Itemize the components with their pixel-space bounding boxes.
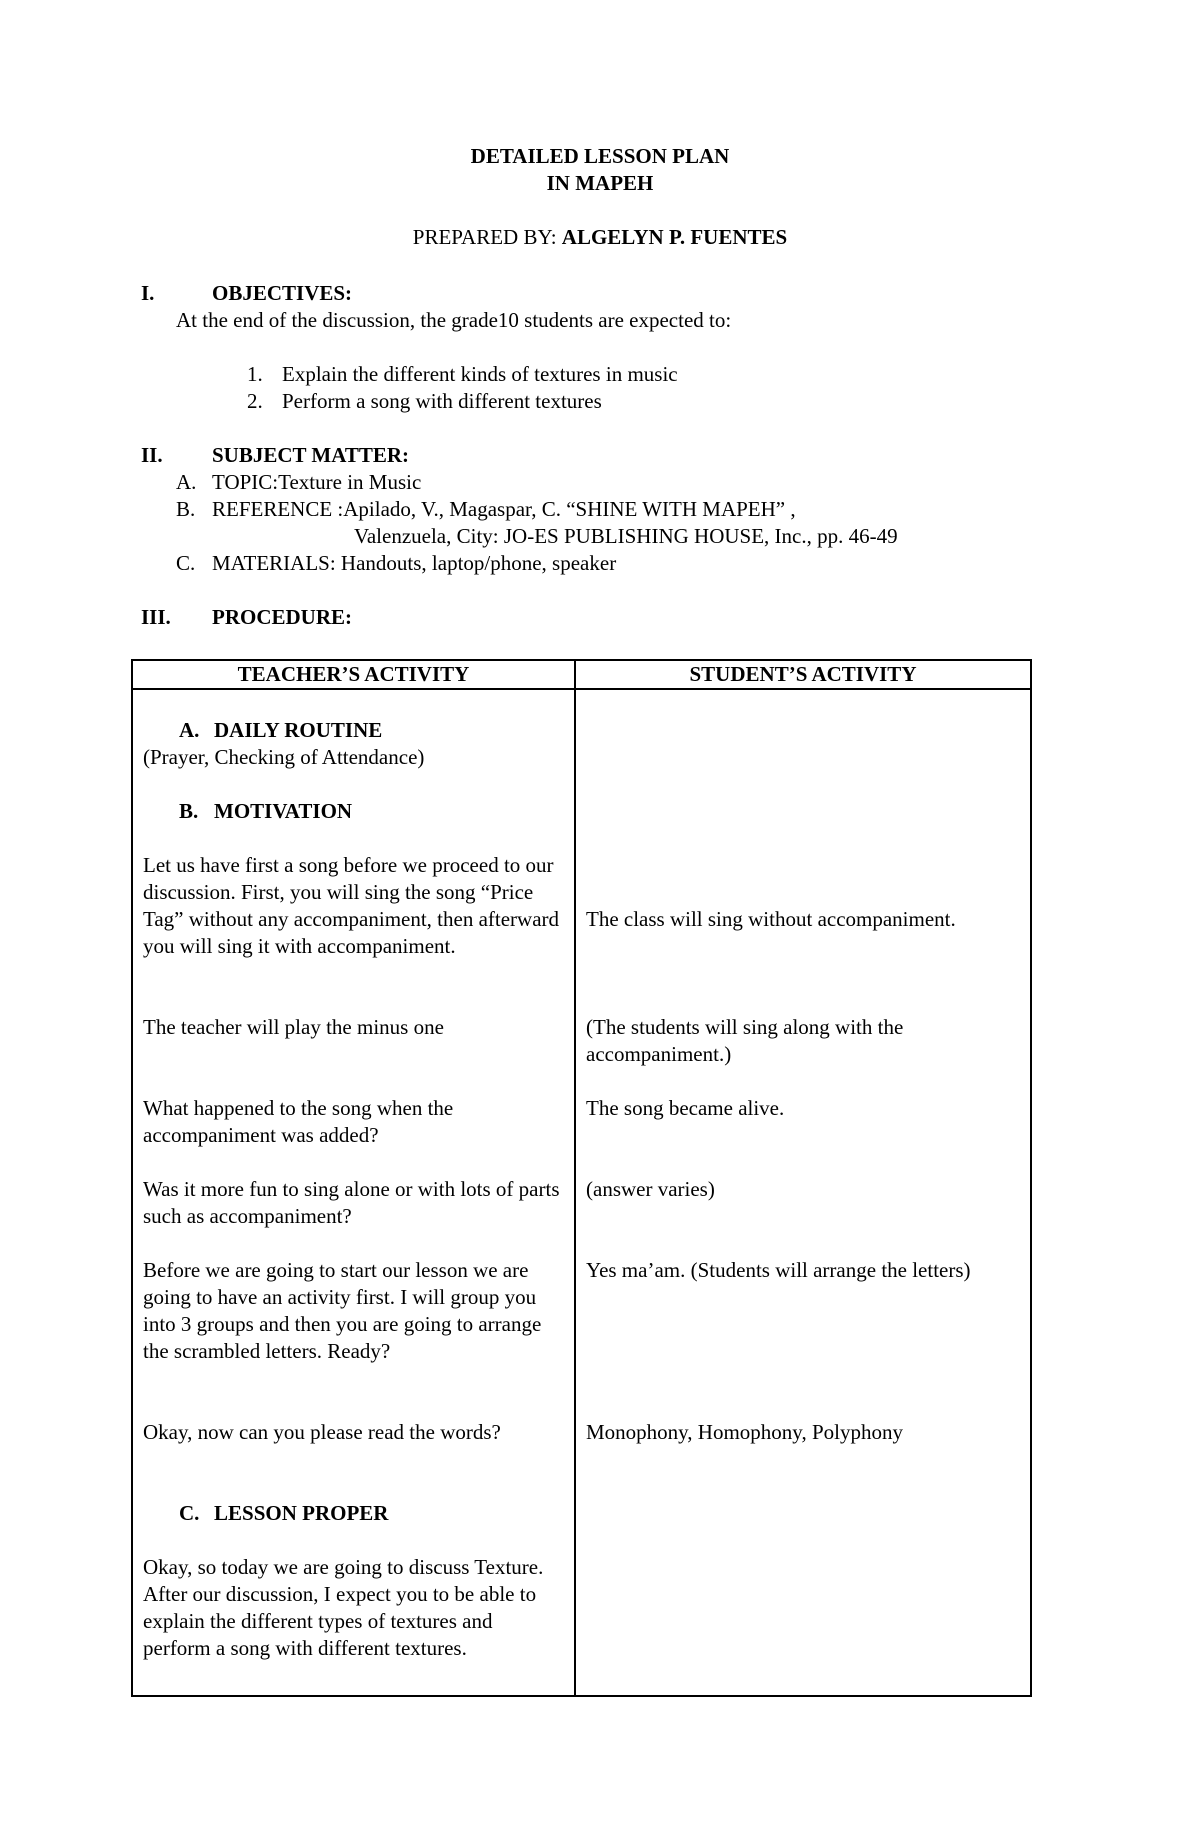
procedure-numeral: III. — [141, 605, 171, 629]
teacher-activity-header: TEACHER’S ACTIVITY — [132, 660, 575, 689]
daily-routine-heading: DAILY ROUTINE — [214, 718, 383, 742]
student-sing-along: (The students will sing along with the accompaniment.) — [586, 1015, 904, 1066]
motivation-letter: B. — [179, 799, 199, 823]
lesson-proper-letter: C. — [179, 1501, 200, 1525]
question-more-fun: Was it more fun to sing alone or with lots of parts such as accompaniment? — [143, 1177, 560, 1228]
objectives-numeral: I. — [141, 281, 155, 305]
subject-item-letter: B. — [176, 497, 196, 521]
prepared-by-name: ALGELYN P. FUENTES — [561, 225, 788, 249]
student-sing-without: The class will sing without accompaniment. — [586, 907, 956, 931]
subject-item-letter: C. — [176, 551, 196, 575]
minus-one-text: The teacher will play the minus one — [143, 1015, 444, 1039]
subject-reference-continued: Valenzuela, City: JO-ES PUBLISHING HOUSE, Inc., pp. 46-49 — [354, 524, 898, 548]
objective-number: 1. — [247, 362, 263, 386]
student-yes-maam: Yes ma’am. (Students will arrange the letters) — [586, 1258, 971, 1282]
daily-routine-note: (Prayer, Checking of Attendance) — [143, 745, 425, 769]
subject-reference: REFERENCE :Apilado, V., Magaspar, C. “SHINE WITH MAPEH” , — [212, 497, 796, 521]
motivation-text: Let us have first a song before we proceed to our discussion. First, you will sing the song “Price Tag” without any accompaniment, then afterward you will sing it with accompaniment. — [143, 853, 560, 958]
procedure-table — [131, 659, 1032, 1697]
student-activity-cell — [575, 689, 1031, 1696]
student-became-alive: The song became alive. — [586, 1096, 785, 1120]
teacher-activity-cell — [132, 689, 575, 1696]
subject-matter-heading: SUBJECT MATTER: — [212, 443, 410, 467]
read-words-prompt: Okay, now can you please read the words? — [143, 1420, 501, 1444]
objectives-intro: At the end of the discussion, the grade10 students are expected to: — [176, 308, 732, 332]
lesson-proper-heading: LESSON PROPER — [214, 1501, 389, 1525]
subject-topic: TOPIC:Texture in Music — [212, 470, 422, 494]
student-answer-varies: (answer varies) — [586, 1177, 715, 1201]
student-activity-header: STUDENT’S ACTIVITY — [575, 660, 1031, 689]
objective-item: Explain the different kinds of textures in music — [282, 362, 678, 386]
lesson-proper-text: Okay, so today we are going to discuss Texture. After our discussion, I expect you to be able to explain the different types of textures and perform a song with different textures. — [143, 1555, 544, 1660]
daily-routine-letter: A. — [179, 718, 200, 742]
subject-item-letter: A. — [176, 470, 197, 494]
objective-number: 2. — [247, 389, 263, 413]
question-what-happened: What happened to the song when the accompaniment was added? — [143, 1096, 454, 1147]
objective-item: Perform a song with different textures — [282, 389, 602, 413]
procedure-heading: PROCEDURE: — [212, 605, 352, 629]
prepared-by — [0, 224, 1200, 251]
subject-materials: MATERIALS: Handouts, laptop/phone, speaker — [212, 551, 617, 575]
document-title: DETAILED LESSON PLAN — [470, 144, 730, 168]
prepared-by-label: PREPARED BY: — [412, 225, 562, 249]
objectives-heading: OBJECTIVES: — [212, 281, 353, 305]
document-subtitle: IN MAPEH — [546, 171, 654, 195]
activity-instructions: Before we are going to start our lesson we are going to have an activity first. I will group you into 3 groups and then you are going to arrange the scrambled letters. Ready? — [143, 1258, 542, 1363]
student-words: Monophony, Homophony, Polyphony — [586, 1420, 903, 1444]
motivation-heading: MOTIVATION — [214, 799, 353, 823]
subject-matter-numeral: II. — [141, 443, 163, 467]
